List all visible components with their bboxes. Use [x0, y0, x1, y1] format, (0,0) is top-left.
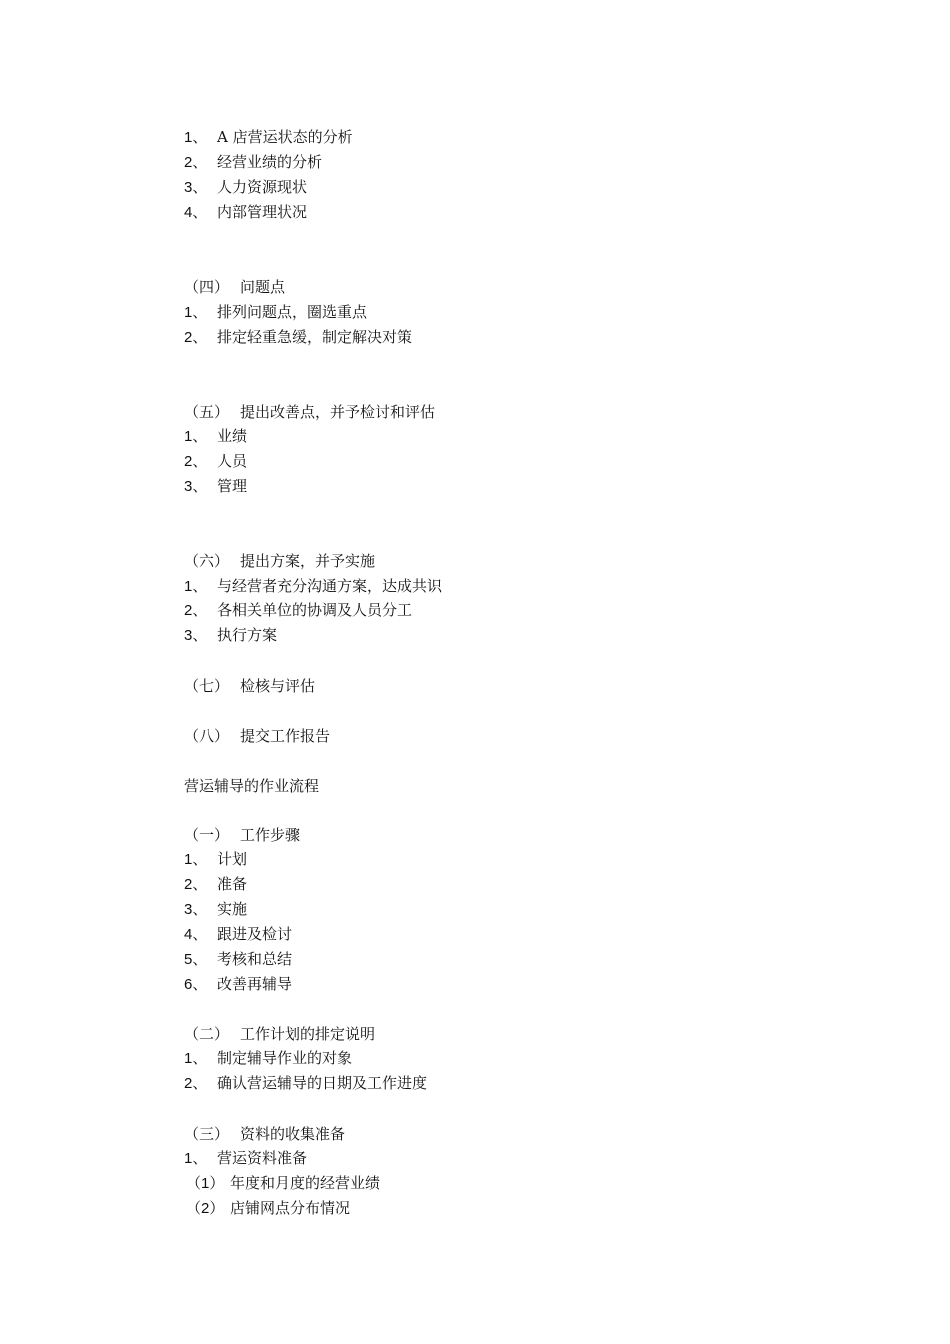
list-item — [184, 1048, 352, 1069]
item-number: 2、 — [184, 154, 208, 171]
list-item — [184, 924, 292, 945]
item-number: 1、 — [184, 304, 208, 321]
section-title: 提出改善点，并予检讨和评估 — [240, 403, 436, 421]
section-number: （八） — [184, 727, 230, 745]
sub-item-number: （2） — [186, 1200, 225, 1217]
list-item — [184, 177, 307, 198]
section-number: （六） — [184, 552, 230, 570]
item-number: 1、 — [184, 1150, 208, 1167]
item-text: 人力资源现状 — [217, 178, 308, 196]
list-item — [184, 1073, 427, 1094]
item-text: 营运资料准备 — [217, 1149, 308, 1167]
item-text: 人员 — [217, 452, 248, 470]
item-text: 改善再辅导 — [217, 975, 293, 993]
item-number: 4、 — [184, 926, 208, 943]
item-text: 考核和总结 — [217, 950, 293, 968]
item-text: 计划 — [217, 850, 248, 868]
list-item — [184, 202, 307, 223]
item-number: 2、 — [184, 453, 208, 470]
item-number: 1、 — [184, 1050, 208, 1067]
list-item — [184, 152, 322, 173]
item-text: 管理 — [217, 477, 248, 495]
item-text: 经营业绩的分析 — [217, 153, 323, 171]
section-title: 问题点 — [240, 278, 286, 296]
list-item — [184, 899, 247, 920]
section-title: 资料的收集准备 — [240, 1125, 346, 1143]
sub-list-item — [186, 1173, 380, 1194]
list-item — [184, 476, 247, 497]
item-number: 2、 — [184, 1075, 208, 1092]
item-number: 1、 — [184, 578, 208, 595]
item-text: 实施 — [217, 900, 248, 918]
section-number: （七） — [184, 677, 230, 695]
sub-item-text: 年度和月度的经营业绩 — [230, 1174, 381, 1192]
section-number: （五） — [184, 403, 230, 421]
document-heading — [184, 776, 319, 796]
list-item — [184, 302, 367, 323]
list-item — [184, 127, 353, 148]
section-number: （四） — [184, 278, 230, 296]
list-item — [184, 974, 292, 995]
item-text: 执行方案 — [217, 626, 278, 644]
list-item — [184, 849, 247, 870]
list-item — [184, 426, 247, 447]
section-heading — [184, 825, 300, 845]
item-number: 4、 — [184, 204, 208, 221]
item-number: 3、 — [184, 179, 208, 196]
list-item — [184, 874, 247, 895]
section-heading — [184, 676, 315, 696]
item-number: 6、 — [184, 976, 208, 993]
item-number: 3、 — [184, 627, 208, 644]
list-item — [184, 1148, 307, 1169]
list-item — [184, 451, 247, 472]
item-text: 跟进及检讨 — [217, 925, 293, 943]
item-number: 1、 — [184, 129, 208, 146]
item-text: 与经营者充分沟通方案，达成共识 — [217, 577, 443, 595]
item-text: 业绩 — [217, 427, 248, 445]
sub-list-item — [186, 1198, 350, 1219]
item-text: A 店营运状态的分析 — [217, 128, 353, 146]
item-number: 2、 — [184, 602, 208, 619]
section-heading — [184, 726, 330, 746]
heading-text: 营运辅导的作业流程 — [184, 777, 320, 795]
section-heading — [184, 551, 375, 571]
section-heading — [184, 1124, 345, 1144]
list-item — [184, 600, 412, 621]
item-text: 排列问题点，圈选重点 — [217, 303, 368, 321]
section-heading — [184, 402, 435, 422]
item-number: 3、 — [184, 901, 208, 918]
item-number: 1、 — [184, 428, 208, 445]
section-heading — [184, 277, 285, 297]
sub-item-text: 店铺网点分布情况 — [230, 1199, 351, 1217]
item-text: 内部管理状况 — [217, 203, 308, 221]
sub-item-number: （1） — [186, 1175, 225, 1192]
list-item — [184, 327, 412, 348]
section-number: （一） — [184, 826, 230, 844]
item-number: 2、 — [184, 876, 208, 893]
section-title: 提交工作报告 — [240, 727, 331, 745]
item-number: 2、 — [184, 329, 208, 346]
section-number: （二） — [184, 1025, 230, 1043]
list-item — [184, 576, 442, 597]
item-text: 排定轻重急缓，制定解决对策 — [217, 328, 413, 346]
section-heading — [184, 1024, 375, 1044]
item-text: 确认营运辅导的日期及工作进度 — [217, 1074, 428, 1092]
item-number: 5、 — [184, 951, 208, 968]
section-title: 工作计划的排定说明 — [240, 1025, 376, 1043]
section-number: （三） — [184, 1125, 230, 1143]
section-title: 提出方案，并予实施 — [240, 552, 376, 570]
section-title: 检核与评估 — [240, 677, 316, 695]
item-number: 1、 — [184, 851, 208, 868]
item-text: 准备 — [217, 875, 248, 893]
item-text: 各相关单位的协调及人员分工 — [217, 601, 413, 619]
list-item — [184, 625, 277, 646]
list-item — [184, 949, 292, 970]
item-number: 3、 — [184, 478, 208, 495]
section-title: 工作步骤 — [240, 826, 301, 844]
item-text: 制定辅导作业的对象 — [217, 1049, 353, 1067]
